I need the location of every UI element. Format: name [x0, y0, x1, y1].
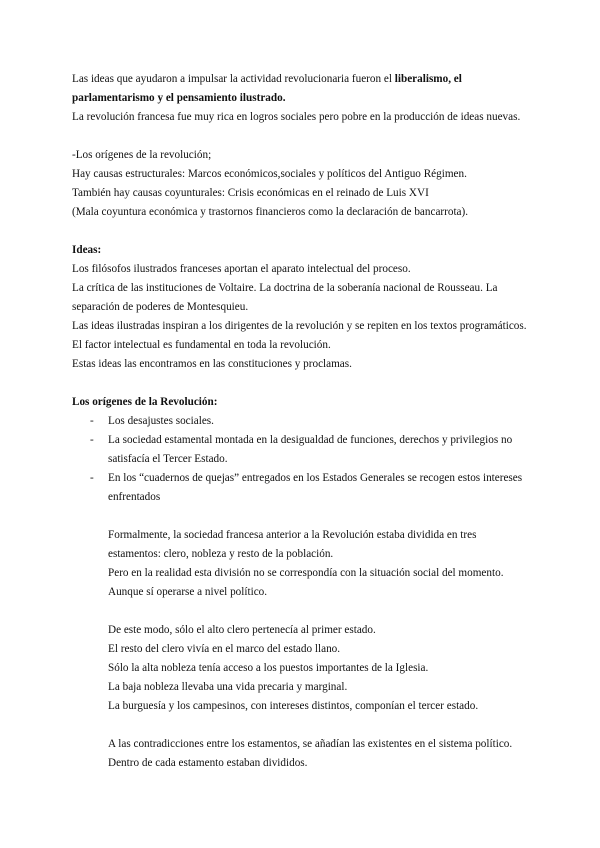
intro-line-3: La revolución francesa fue muy rica en logros sociales pero pobre en la producción de ideas nuevas.: [72, 111, 521, 123]
bullet-marker: -: [90, 415, 94, 427]
intro-line-1: [72, 70, 462, 89]
intro-line-2: parlamentarismo y el pensamiento ilustrado.: [72, 92, 286, 104]
paragraph-line: El resto del clero vivía en el marco del estado llano.: [108, 643, 341, 655]
paragraph-line: Aunque sí operarse a nivel político.: [108, 586, 268, 598]
ideas-line: La crítica de las instituciones de Voltaire. La doctrina de la soberanía nacional de Rousseau. La: [72, 282, 498, 294]
ideas-line: separación de poderes de Montesquieu.: [72, 301, 249, 313]
paragraph-line: Sólo la alta nobleza tenía acceso a los puestos importantes de la Iglesia.: [108, 662, 429, 674]
bullet-item: En los “cuadernos de quejas” entregados en los Estados Generales se recogen estos intereses: [108, 472, 523, 484]
bullet-item-continuation: satisfacía el Tercer Estado.: [108, 453, 228, 465]
intro-bold-text: liberalismo, el: [394, 73, 462, 85]
ideas-line: El factor intelectual es fundamental en toda la revolución.: [72, 339, 331, 351]
paragraph-line: A las contradicciones entre los estamentos, se añadían las existentes en el sistema político.: [108, 738, 513, 750]
origins-intro-line: También hay causas coyunturales: Crisis económicas en el reinado de Luis XVI: [72, 187, 429, 199]
origins-intro-line: (Mala coyuntura económica y trastornos financieros como la declaración de bancarrota).: [72, 206, 469, 218]
bullet-marker: -: [90, 434, 94, 446]
paragraph-line: La burguesía y los campesinos, con intereses distintos, componían el tercer estado.: [108, 700, 479, 712]
bullet-marker: -: [90, 472, 94, 484]
intro-text: Las ideas que ayudaron a impulsar la actividad revolucionaria fueron el: [72, 73, 395, 85]
origins-intro-line: Hay causas estructurales: Marcos económicos,sociales y políticos del Antiguo Régimen.: [72, 168, 467, 180]
origins-intro-line: -Los orígenes de la revolución;: [72, 149, 212, 161]
ideas-line: Las ideas ilustradas inspiran a los dirigentes de la revolución y se repiten en los textos programáticos.: [72, 320, 527, 332]
bullet-item: Los desajustes sociales.: [108, 415, 214, 427]
paragraph-line: La baja nobleza llevaba una vida precaria y marginal.: [108, 681, 348, 693]
revolution-origins-heading: Los orígenes de la Revolución:: [72, 396, 218, 408]
ideas-line: Los filósofos ilustrados franceses aportan el aparato intelectual del proceso.: [72, 263, 411, 275]
paragraph-line: Dentro de cada estamento estaban divididos.: [108, 757, 308, 769]
paragraph-line: Formalmente, la sociedad francesa anterior a la Revolución estaba dividida en tres: [108, 529, 477, 541]
paragraph-line: Pero en la realidad esta división no se correspondía con la situación social del momento.: [108, 567, 504, 579]
ideas-heading: Ideas:: [72, 244, 102, 256]
ideas-line: Estas ideas las encontramos en las constituciones y proclamas.: [72, 358, 352, 370]
bullet-item-continuation: enfrentados: [108, 491, 161, 503]
paragraph-line: De este modo, sólo el alto clero pertenecía al primer estado.: [108, 624, 376, 636]
paragraph-line: estamentos: clero, nobleza y resto de la población.: [108, 548, 334, 560]
bullet-item: La sociedad estamental montada en la desigualdad de funciones, derechos y privilegios no: [108, 434, 513, 446]
